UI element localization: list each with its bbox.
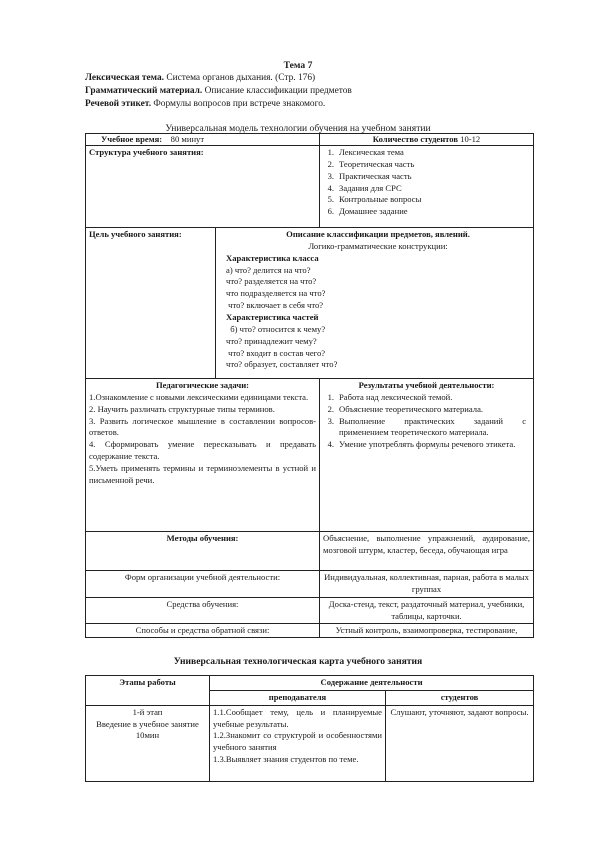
result-item [323, 416, 526, 440]
pedagogical-task: 4. Сформировать умение пересказывать и предавать содержание текста. [89, 439, 317, 462]
structure-number: 2. [327, 158, 335, 169]
time-value: 80 минут [170, 134, 205, 144]
class-question-line: что? разделяется на что? [226, 276, 317, 287]
structure-item [323, 183, 530, 195]
structure-text: Задания для СРС [339, 182, 402, 193]
structure-text: Лексическая тема [339, 147, 404, 157]
students-label: Количество студентов [372, 134, 459, 144]
structure-number: 1. [327, 147, 335, 157]
class-question-list [226, 265, 530, 312]
result-text: Выполнение практических заданий с применением теоретического материала. [339, 415, 527, 438]
result-item [323, 404, 526, 416]
structure-item [323, 206, 530, 218]
structure-item [323, 171, 530, 183]
structure-item [323, 147, 530, 159]
forms-value: Индивидуальная, коллективная, парная, работа в малых группах [320, 571, 534, 598]
grammar-line [85, 85, 352, 98]
etiquette-text: Формулы вопросов при встрече знакомого. [151, 99, 326, 109]
students-activity-cell: Слушают, уточняют, задают вопросы. [386, 705, 534, 781]
methods-value: Объяснение, выполнение упражнений, аудирование, мозговой штурм, кластер, беседа, обучающая игра [320, 532, 534, 571]
structure-number: 6. [327, 206, 335, 217]
topic-title: Тема 7 [283, 60, 313, 71]
parts-question-line: б) что? относится к чему? [226, 323, 326, 334]
result-item [323, 439, 526, 451]
class-characteristic-label: Характеристика класса [226, 252, 319, 263]
lexical-text: Система органов дыхания. (Стр. 176) [164, 73, 316, 83]
lexical-line [85, 72, 352, 85]
pedagogical-task: 3. Развить логическое мышление в составлении вопросов-ответов. [89, 415, 317, 438]
structure-text: Контрольные вопросы [339, 194, 422, 205]
class-question-line: а) что? делится на что? [226, 264, 311, 275]
structure-text: Практическая часть [339, 170, 412, 181]
stages-header: Этапы работы [86, 676, 210, 706]
teacher-activity-item: 1.3.Выявляет знания студентов по теме. [213, 754, 359, 765]
teacher-header: преподавателя [210, 690, 386, 705]
card-title: Универсальная технологическая карта учебного занятия [173, 656, 423, 667]
structure-item [323, 194, 530, 206]
result-text: Объяснение теоретического материала. [339, 403, 484, 414]
content-header: Содержание деятельности [210, 676, 534, 691]
parts-question-line: что? образует, составляет что? [226, 359, 338, 370]
lexical-label: Лексическая тема. [85, 73, 165, 83]
structure-text: Домашнее задание [339, 206, 408, 217]
result-number: 2. [327, 403, 335, 414]
stage-cell [86, 705, 210, 781]
structure-number: 5. [327, 194, 335, 205]
structure-number: 4. [327, 182, 335, 193]
time-cell [86, 134, 320, 146]
goal-title: Описание классификации предметов, явлений. [286, 229, 470, 239]
result-number: 4. [327, 439, 335, 450]
results-label: Результаты учебной деятельности: [358, 380, 495, 390]
results-list [323, 392, 530, 451]
students-header: студентов [386, 690, 534, 705]
feedback-label: Способы и средства обратной связи: [86, 624, 320, 638]
forms-label: Форм организации учебной деятельности: [86, 571, 320, 598]
structure-number: 3. [327, 170, 335, 181]
teacher-activity-item: 1.2.Знакомит со структурой и особенностями учебного занятия [213, 730, 382, 753]
parts-question-line: что? принадлежит чему? [226, 335, 317, 346]
teaching-model-table [85, 133, 534, 638]
means-value: Доска-стенд, текст, раздаточный материал, учебники, таблицы, карточки. [320, 597, 534, 624]
results-cell [320, 379, 534, 532]
grammar-label: Грамматический материал. [85, 86, 203, 96]
pedagogical-tasks-label: Педагогические задачи: [155, 380, 250, 390]
students-value: 10-12 [460, 134, 481, 144]
goal-subtitle: Логико-грамматические конструкции: [308, 240, 448, 251]
result-number: 1. [327, 391, 335, 402]
feedback-value: Устный контроль, взаимопроверка, тестирование, [320, 624, 534, 638]
parts-question-list [226, 324, 530, 371]
stage-line: 10мин [135, 730, 160, 741]
etiquette-line [85, 98, 352, 111]
pedagogical-tasks-list [89, 392, 316, 487]
means-label: Средства обучения: [86, 597, 320, 624]
structure-list [323, 147, 530, 218]
etiquette-label: Речевой этикет. [85, 99, 152, 109]
structure-cell [320, 146, 534, 228]
result-text: Умение употреблять формулы речевого этикета. [339, 439, 516, 450]
technology-card-table [85, 675, 534, 782]
parts-question-line: что? входит в состав чего? [226, 347, 326, 358]
grammar-text: Описание классификации предметов [202, 86, 352, 96]
pedagogical-task: 2. Научить различать структурные типы терминов. [89, 403, 275, 414]
class-question-line: что подразделяется на что? [226, 288, 326, 299]
pedagogical-task: 1.Ознакомление с новыми лексическими единицами текста. [89, 391, 309, 402]
stage-line: 1-й этап [132, 706, 163, 717]
pedagogical-task: 5.Уметь применять термины и терминоэлементы в устной и письменной речи. [89, 463, 317, 485]
result-text: Работа над лексической темой. [339, 391, 453, 402]
goal-label: Цель учебного занятия: [86, 228, 216, 379]
parts-characteristic-label: Характеристика частей [226, 312, 319, 323]
structure-text: Теоретическая часть [339, 158, 415, 169]
students-count-cell [320, 134, 534, 146]
model-title: Универсальная модель технологии обучения на учебном занятии [165, 123, 431, 134]
lesson-header [85, 72, 352, 111]
pedagogical-tasks-cell [86, 379, 320, 532]
goal-cell [216, 228, 534, 379]
methods-label: Методы обучения: [86, 532, 320, 571]
teacher-activity-cell [210, 705, 386, 781]
class-question-line: что? включает в себя что? [226, 300, 324, 311]
time-label: Учебное время: [101, 134, 163, 144]
teacher-activity-item: 1.1.Сообщает тему, цель и планируемые учебные результаты. [213, 706, 382, 729]
stage-line: Введение в учебное занятие [96, 718, 199, 729]
result-number: 3. [327, 415, 335, 426]
structure-label: Структура учебного занятия: [86, 146, 320, 228]
result-item [323, 392, 526, 404]
structure-item [323, 159, 530, 171]
